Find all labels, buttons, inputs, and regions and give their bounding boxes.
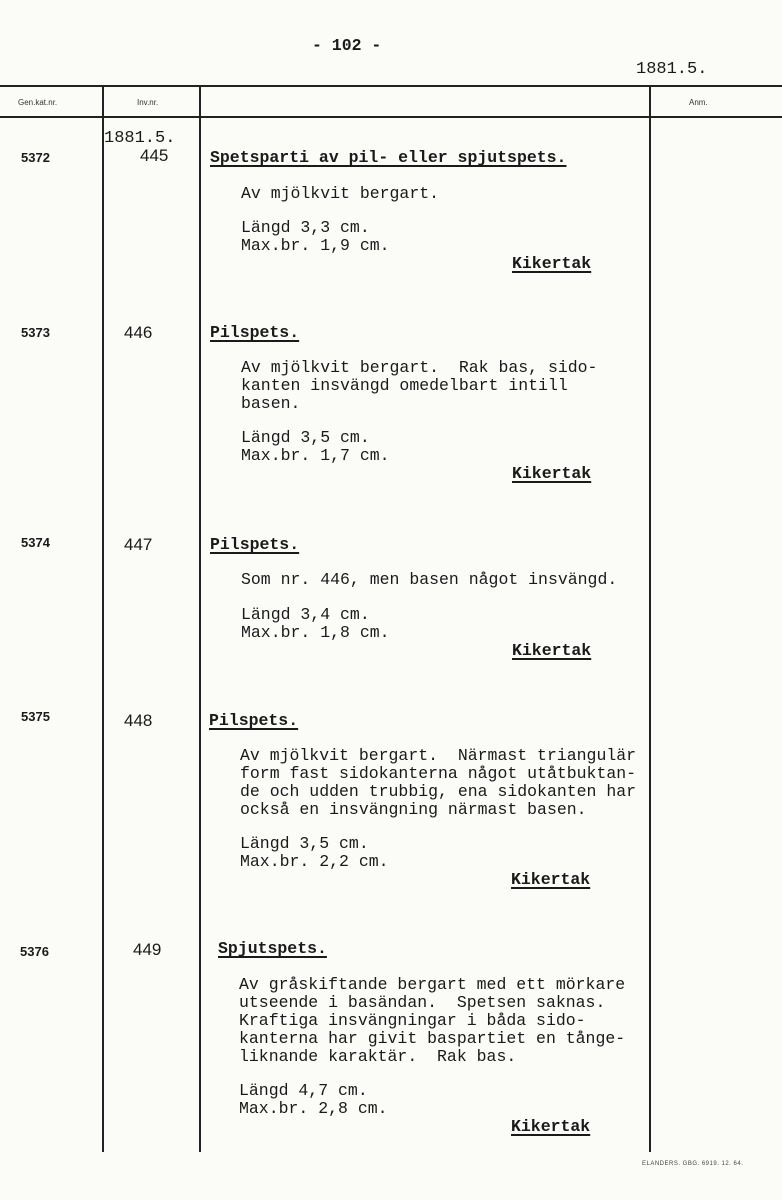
desc-line: också en insvängning närmast basen. <box>240 800 587 819</box>
header-top-rule <box>0 85 782 87</box>
max-width: Max.br. 1,7 cm. <box>241 446 390 465</box>
length: Längd 3,4 cm. <box>241 605 370 624</box>
max-width: Max.br. 1,9 cm. <box>241 236 390 255</box>
gen-number: 5376 <box>20 944 49 959</box>
site-name: Kikertak <box>511 1117 591 1136</box>
length: Längd 3,5 cm. <box>240 834 369 853</box>
page-number: - 102 - <box>312 36 382 55</box>
desc-line: utseende i basändan. Spetsen saknas. <box>239 993 606 1012</box>
desc-line: Av mjölkvit bergart. <box>241 184 440 203</box>
column-header-gen: Gen.kat.nr. <box>18 98 58 107</box>
column-rule-gen <box>102 85 104 1152</box>
max-width: Max.br. 1,8 cm. <box>241 623 390 642</box>
column-rule-anm <box>649 85 651 1152</box>
desc-line: Av mjölkvit bergart. Rak bas, sido- <box>241 358 598 377</box>
desc-line: liknande karaktär. Rak bas. <box>239 1047 517 1066</box>
length: Längd 4,7 cm. <box>239 1081 368 1100</box>
entry-title: Spjutspets. <box>218 939 327 958</box>
inv-number: 446 <box>124 323 153 342</box>
site-name: Kikertak <box>512 464 592 483</box>
gen-number: 5373 <box>21 325 50 340</box>
entry-title: Spetsparti av pil- eller spjutspets. <box>210 148 567 167</box>
desc-line: kanten insvängd omedelbart intill <box>241 376 568 395</box>
gen-number: 5374 <box>21 535 50 550</box>
gen-number: 5372 <box>21 150 50 165</box>
site-name: Kikertak <box>512 254 592 273</box>
gen-number: 5375 <box>21 709 50 724</box>
length: Längd 3,5 cm. <box>241 428 370 447</box>
printer-mark: ELANDERS. GBG. 6919. 12. 64. <box>642 1161 744 1167</box>
inv-prefix: 1881.5. <box>104 129 176 148</box>
site-name: Kikertak <box>512 641 592 660</box>
desc-line: Kraftiga insvängningar i båda sido- <box>239 1011 586 1030</box>
max-width: Max.br. 2,2 cm. <box>240 852 389 871</box>
column-rule-inv <box>199 85 201 1152</box>
entry-title: Pilspets. <box>210 323 300 342</box>
desc-line: Som nr. 446, men basen något insvängd. <box>241 570 618 589</box>
desc-line: kanterna har givit baspartiet en tånge- <box>239 1029 626 1048</box>
max-width: Max.br. 2,8 cm. <box>239 1099 388 1118</box>
desc-line: form fast sidokanterna något utåtbuktan- <box>240 764 637 783</box>
desc-line: Av mjölkvit bergart. Närmast triangulär <box>240 746 637 765</box>
inv-number: 449 <box>133 940 162 959</box>
length: Längd 3,3 cm. <box>241 218 370 237</box>
desc-line: de och udden trubbig, ena sidokanten har <box>240 782 637 801</box>
header-bottom-rule <box>0 116 782 118</box>
inv-number: 445 <box>140 146 169 165</box>
column-header-anm: Anm. <box>689 98 708 107</box>
inv-number: 447 <box>124 535 153 554</box>
entry-title: Pilspets. <box>209 711 299 730</box>
desc-line: basen. <box>241 394 301 413</box>
year-code: 1881.5. <box>636 60 708 79</box>
site-name: Kikertak <box>511 870 591 889</box>
column-header-inv: Inv.nr. <box>137 98 159 107</box>
inv-number: 448 <box>124 711 153 730</box>
entry-title: Pilspets. <box>210 535 300 554</box>
desc-line: Av gråskiftande bergart med ett mörkare <box>239 975 626 994</box>
